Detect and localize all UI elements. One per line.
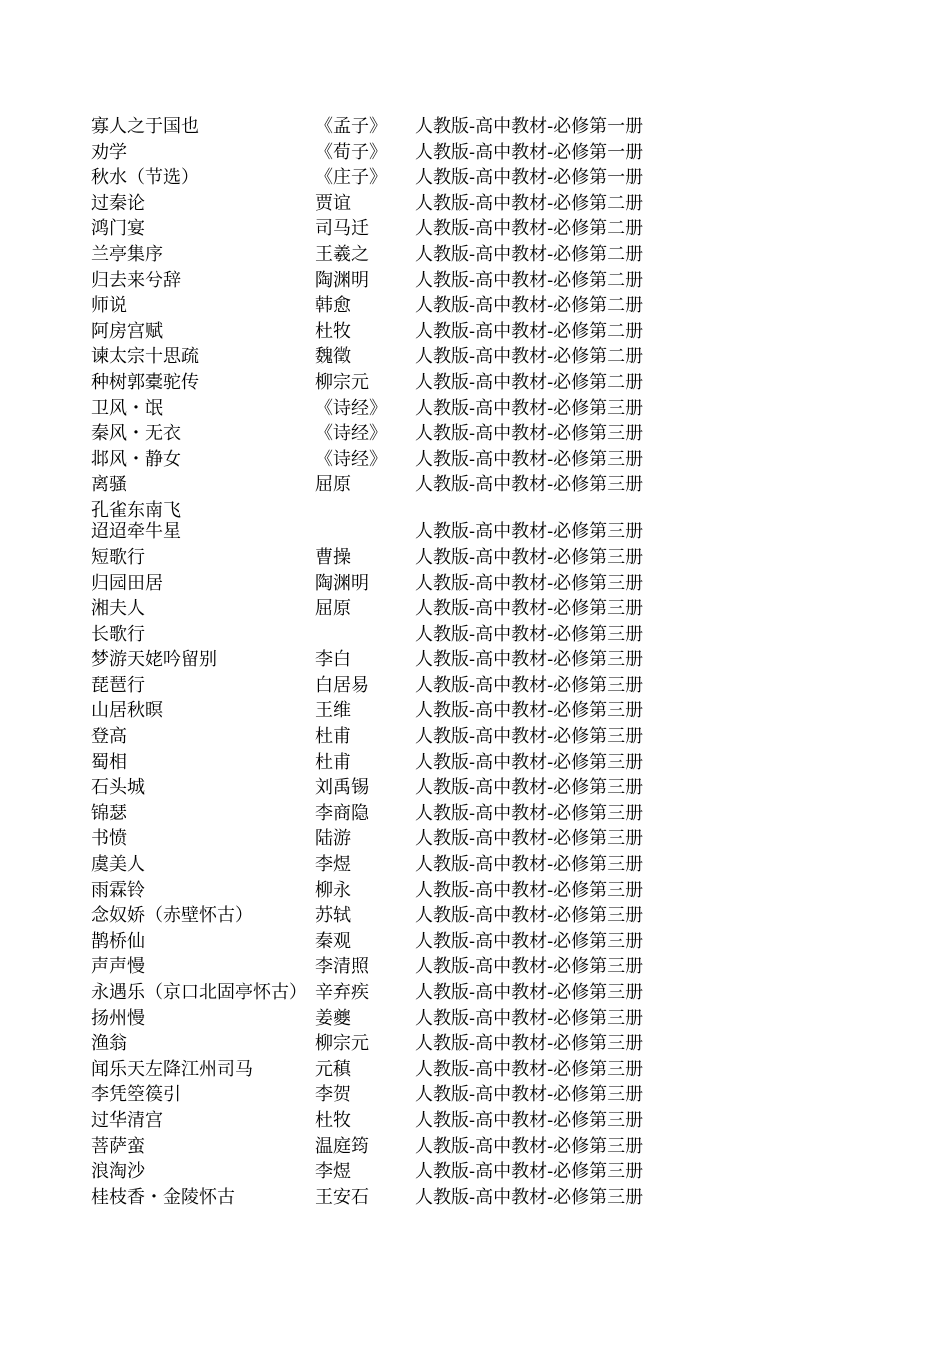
poem-title-cell: 秋水（节选） bbox=[91, 167, 199, 189]
author-cell: 杜牧 bbox=[315, 1109, 351, 1131]
textbook-cell: 人教版-高中教材-必修第三册 bbox=[415, 1033, 644, 1055]
textbook-cell: 人教版-高中教材-必修第二册 bbox=[415, 346, 644, 368]
textbook-cell: 人教版-高中教材-必修第三册 bbox=[415, 1058, 644, 1080]
poem-title-cell: 过秦论 bbox=[91, 192, 145, 214]
author-cell: 陆游 bbox=[315, 828, 351, 850]
poem-title-cell: 归去来兮辞 bbox=[91, 269, 181, 291]
textbook-cell: 人教版-高中教材-必修第三册 bbox=[415, 802, 644, 824]
poem-title-cell: 阿房宫赋 bbox=[91, 320, 163, 342]
textbook-cell: 人教版-高中教材-必修第二册 bbox=[415, 218, 644, 240]
poem-title-cell: 秦风・无衣 bbox=[91, 423, 181, 445]
author-cell: 白居易 bbox=[315, 674, 369, 696]
author-cell: 李清照 bbox=[315, 956, 369, 978]
author-cell: 辛弃疾 bbox=[315, 982, 369, 1003]
textbook-cell: 人教版-高中教材-必修第二册 bbox=[415, 269, 644, 291]
poem-title-cell: 鹊桥仙 bbox=[91, 930, 145, 952]
textbook-cell: 人教版-高中教材-必修第三册 bbox=[415, 828, 644, 850]
poem-title-cell: 短歌行 bbox=[91, 546, 145, 568]
poem-title-cell: 蜀相 bbox=[91, 751, 127, 773]
textbook-cell: 人教版-高中教材-必修第三册 bbox=[415, 956, 644, 978]
poem-title-cell: 湘夫人 bbox=[91, 598, 145, 620]
textbook-cell: 人教版-高中教材-必修第一册 bbox=[415, 167, 644, 189]
textbook-cell: 人教版-高中教材-必修第三册 bbox=[415, 1135, 644, 1157]
author-cell: 苏轼 bbox=[315, 905, 351, 927]
textbook-cell: 人教版-高中教材-必修第三册 bbox=[415, 521, 644, 543]
textbook-cell: 人教版-高中教材-必修第三册 bbox=[415, 879, 644, 901]
textbook-cell: 人教版-高中教材-必修第三册 bbox=[415, 930, 644, 952]
textbook-cell: 人教版-高中教材-必修第三册 bbox=[415, 700, 644, 722]
poem-title-cell-extra: 孔雀东南飞 bbox=[91, 499, 181, 521]
poem-title-cell: 山居秋暝 bbox=[91, 700, 163, 722]
author-cell: 魏徵 bbox=[315, 346, 351, 368]
poem-title-cell: 雨霖铃 bbox=[91, 879, 145, 901]
author-cell: 《孟子》 bbox=[315, 116, 387, 137]
textbook-cell: 人教版-高中教材-必修第三册 bbox=[415, 448, 644, 470]
poem-title-cell: 李凭箜篌引 bbox=[91, 1084, 181, 1106]
author-cell: 王羲之 bbox=[315, 243, 369, 265]
author-cell: 柳宗元 bbox=[315, 1033, 369, 1055]
poem-title-cell: 谏太宗十思疏 bbox=[91, 346, 199, 368]
author-cell: 屈原 bbox=[315, 474, 351, 496]
poem-title-cell: 锦瑟 bbox=[91, 802, 127, 824]
author-cell: 温庭筠 bbox=[315, 1135, 369, 1157]
author-cell: 李煜 bbox=[315, 1161, 351, 1183]
textbook-cell: 人教版-高中教材-必修第一册 bbox=[415, 141, 644, 163]
poem-title-cell: 迢迢牵牛星 bbox=[91, 521, 181, 543]
author-cell: 秦观 bbox=[315, 930, 351, 952]
poem-title-cell: 石头城 bbox=[91, 777, 145, 799]
poem-title-cell: 梦游天姥吟留别 bbox=[91, 649, 217, 671]
poem-title-cell: 离骚 bbox=[91, 474, 127, 496]
author-cell: 司马迁 bbox=[315, 218, 369, 240]
poem-title-cell: 师说 bbox=[91, 295, 127, 317]
poem-title-cell: 菩萨蛮 bbox=[91, 1135, 145, 1157]
textbook-cell: 人教版-高中教材-必修第三册 bbox=[415, 905, 644, 927]
textbook-cell: 人教版-高中教材-必修第三册 bbox=[415, 1186, 644, 1208]
poem-title-cell: 邶风・静女 bbox=[91, 448, 181, 470]
poem-title-cell: 劝学 bbox=[91, 141, 127, 163]
author-cell: 王安石 bbox=[315, 1186, 369, 1208]
poem-title-cell: 闻乐天左降江州司马 bbox=[91, 1058, 253, 1080]
textbook-cell: 人教版-高中教材-必修第一册 bbox=[415, 116, 644, 137]
author-cell: 陶渊明 bbox=[315, 269, 369, 291]
poem-title-cell: 永遇乐（京口北固亭怀古） bbox=[91, 982, 307, 1003]
author-cell: 屈原 bbox=[315, 598, 351, 620]
author-cell: 陶渊明 bbox=[315, 572, 369, 594]
textbook-cell: 人教版-高中教材-必修第二册 bbox=[415, 320, 644, 342]
author-cell: 李白 bbox=[315, 649, 351, 671]
textbook-cell: 人教版-高中教材-必修第二册 bbox=[415, 371, 644, 393]
poem-title-cell: 登高 bbox=[91, 726, 127, 748]
poem-title-cell: 浪淘沙 bbox=[91, 1161, 145, 1183]
author-cell: 柳宗元 bbox=[315, 371, 369, 393]
textbook-cell: 人教版-高中教材-必修第三册 bbox=[415, 674, 644, 696]
textbook-cell: 人教版-高中教材-必修第三册 bbox=[415, 572, 644, 594]
author-cell: 李商隐 bbox=[315, 802, 369, 824]
author-cell: 柳永 bbox=[315, 879, 351, 901]
author-cell: 《诗经》 bbox=[315, 423, 387, 445]
textbook-cell: 人教版-高中教材-必修第三册 bbox=[415, 1161, 644, 1183]
textbook-cell: 人教版-高中教材-必修第三册 bbox=[415, 546, 644, 568]
poem-title-cell: 扬州慢 bbox=[91, 1007, 145, 1029]
author-cell: 李煜 bbox=[315, 854, 351, 876]
poem-title-cell: 种树郭橐驼传 bbox=[91, 371, 199, 393]
author-cell: 《诗经》 bbox=[315, 448, 387, 470]
textbook-cell: 人教版-高中教材-必修第二册 bbox=[415, 295, 644, 317]
textbook-cell: 人教版-高中教材-必修第二册 bbox=[415, 243, 644, 265]
textbook-cell: 人教版-高中教材-必修第三册 bbox=[415, 726, 644, 748]
author-cell: 《庄子》 bbox=[315, 167, 387, 189]
textbook-cell: 人教版-高中教材-必修第二册 bbox=[415, 192, 644, 214]
author-cell: 《荀子》 bbox=[315, 141, 387, 163]
author-cell: 李贺 bbox=[315, 1084, 351, 1106]
textbook-cell: 人教版-高中教材-必修第三册 bbox=[415, 397, 644, 419]
author-cell: 姜夔 bbox=[315, 1007, 351, 1029]
poem-title-cell: 渔翁 bbox=[91, 1033, 127, 1055]
poem-title-cell: 声声慢 bbox=[91, 956, 145, 978]
poem-title-cell: 过华清宫 bbox=[91, 1109, 163, 1131]
textbook-cell: 人教版-高中教材-必修第三册 bbox=[415, 1084, 644, 1106]
author-cell: 王维 bbox=[315, 700, 351, 722]
author-cell: 韩愈 bbox=[315, 295, 351, 317]
poem-title-cell: 兰亭集序 bbox=[91, 243, 163, 265]
poem-title-cell: 虞美人 bbox=[91, 854, 145, 876]
textbook-cell: 人教版-高中教材-必修第三册 bbox=[415, 777, 644, 799]
poem-title-cell: 鸿门宴 bbox=[91, 218, 145, 240]
author-cell: 杜甫 bbox=[315, 751, 351, 773]
textbook-cell: 人教版-高中教材-必修第三册 bbox=[415, 474, 644, 496]
author-cell: 《诗经》 bbox=[315, 397, 387, 419]
textbook-cell: 人教版-高中教材-必修第三册 bbox=[415, 649, 644, 671]
poem-title-cell: 长歌行 bbox=[91, 623, 145, 645]
poem-title-cell: 念奴娇（赤壁怀古） bbox=[91, 905, 253, 927]
textbook-cell: 人教版-高中教材-必修第三册 bbox=[415, 598, 644, 620]
textbook-cell: 人教版-高中教材-必修第三册 bbox=[415, 1007, 644, 1029]
poem-title-cell: 归园田居 bbox=[91, 572, 163, 594]
textbook-cell: 人教版-高中教材-必修第三册 bbox=[415, 751, 644, 773]
textbook-cell: 人教版-高中教材-必修第三册 bbox=[415, 623, 644, 645]
textbook-cell: 人教版-高中教材-必修第三册 bbox=[415, 982, 644, 1003]
author-cell: 杜牧 bbox=[315, 320, 351, 342]
author-cell: 杜甫 bbox=[315, 726, 351, 748]
textbook-cell: 人教版-高中教材-必修第三册 bbox=[415, 1109, 644, 1131]
poem-title-cell: 书愤 bbox=[91, 828, 127, 850]
poem-title-cell: 琵琶行 bbox=[91, 674, 145, 696]
textbook-cell: 人教版-高中教材-必修第三册 bbox=[415, 854, 644, 876]
textbook-cell: 人教版-高中教材-必修第三册 bbox=[415, 423, 644, 445]
author-cell: 曹操 bbox=[315, 546, 351, 568]
author-cell: 贾谊 bbox=[315, 192, 351, 214]
poem-title-cell: 桂枝香・金陵怀古 bbox=[91, 1186, 235, 1208]
poem-title-cell: 卫风・氓 bbox=[91, 397, 163, 419]
author-cell: 刘禹锡 bbox=[315, 777, 369, 799]
poem-title-cell: 寡人之于国也 bbox=[91, 116, 199, 137]
author-cell: 元稹 bbox=[315, 1058, 351, 1080]
